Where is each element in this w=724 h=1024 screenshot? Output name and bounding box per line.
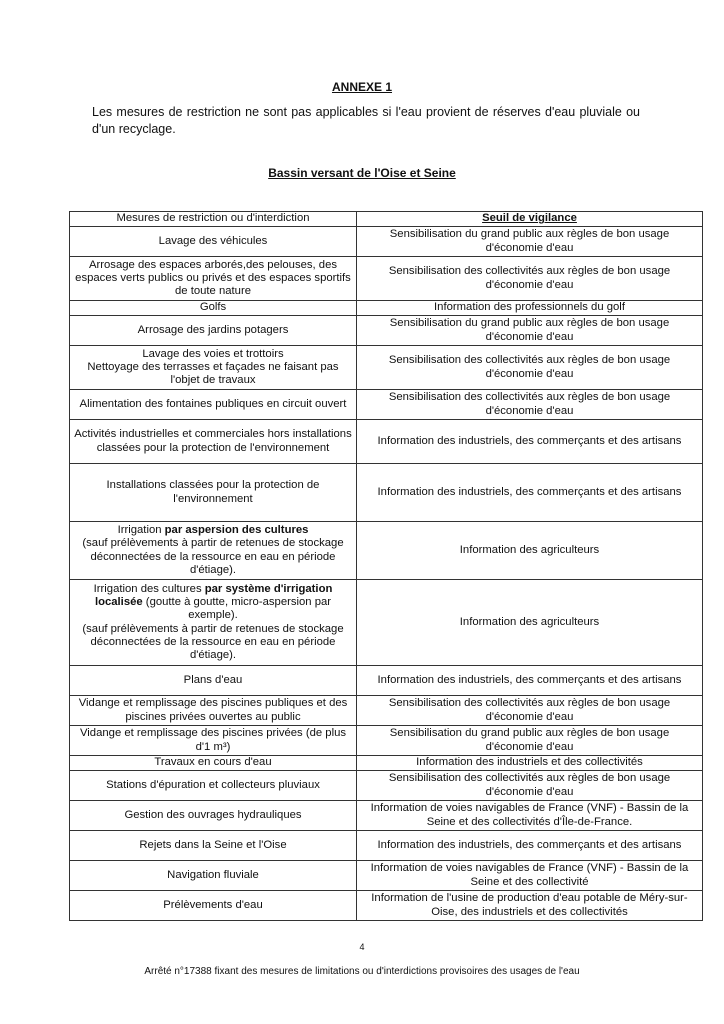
table-row: [70, 861, 703, 891]
measure-cell: Arrosage des espaces arborés,des pelouses, des espaces verts publics ou privés et des espaces sportifs de toute nature: [70, 257, 357, 301]
table-row: [70, 666, 703, 696]
vigilance-cell: Information des agriculteurs: [357, 522, 703, 580]
table-row: [70, 301, 703, 316]
table-row: [70, 464, 703, 522]
vigilance-cell: Sensibilisation du grand public aux règles de bon usage d'économie d'eau: [357, 316, 703, 346]
measure-text: (sauf prélèvements à partir de retenues de stockage déconnectées de la ressource en eau en période d'étiage).: [82, 537, 344, 576]
measure-highlight: par système d'irrigation localisée: [94, 582, 333, 609]
vigilance-cell: Sensibilisation du grand public aux règles de bon usage d'économie d'eau: [357, 726, 703, 756]
measure-cell: [70, 580, 357, 666]
table-row: [70, 257, 703, 301]
measure-cell: Arrosage des jardins potagers: [70, 316, 357, 346]
measure-cell: Lavage des véhicules: [70, 227, 357, 257]
measure-text: Irrigation: [117, 524, 165, 537]
table-row: [70, 831, 703, 861]
measure-cell: Installations classées pour la protection de l'environnement: [70, 464, 357, 522]
vigilance-cell: Sensibilisation des collectivités aux règles de bon usage d'économie d'eau: [357, 390, 703, 420]
table-row: [70, 346, 703, 390]
table-row: [70, 771, 703, 801]
vigilance-cell: Sensibilisation des collectivités aux règles de bon usage d'économie d'eau: [357, 257, 703, 301]
vigilance-cell: Information des industriels, des commerçants et des artisans: [357, 420, 703, 464]
vigilance-cell: Sensibilisation du grand public aux règles de bon usage d'économie d'eau: [357, 227, 703, 257]
basin-title: Bassin versant de l'Oise et Seine: [268, 166, 456, 180]
measure-cell: [70, 522, 357, 580]
vigilance-cell: Sensibilisation des collectivités aux règles de bon usage d'économie d'eau: [357, 771, 703, 801]
table-row: [70, 390, 703, 420]
vigilance-cell: Information de voies navigables de France (VNF) - Bassin de la Seine et des collectivités d'Île-de-France.: [357, 801, 703, 831]
restriction-table: [69, 211, 703, 921]
measure-cell: Activités industrielles et commerciales hors installations classées pour la protection de l'environnement: [70, 420, 357, 464]
vigilance-cell: Sensibilisation des collectivités aux règles de bon usage d'économie d'eau: [357, 696, 703, 726]
vigilance-cell: Information de l'usine de production d'eau potable de Méry-sur-Oise, des industriels et des collectivités: [357, 891, 703, 921]
table-row: [70, 891, 703, 921]
vigilance-cell: Information de voies navigables de France (VNF) - Bassin de la Seine et des collectivité: [357, 861, 703, 891]
annex-title: ANNEXE 1: [331, 80, 393, 94]
table-header-row: [70, 212, 703, 227]
measure-cell: Stations d'épuration et collecteurs pluviaux: [70, 771, 357, 801]
vigilance-cell: Information des industriels, des commerçants et des artisans: [357, 666, 703, 696]
header-measures: Mesures de restriction ou d'interdiction: [70, 212, 357, 227]
table-row: [70, 580, 703, 666]
page-number: 4: [359, 942, 365, 952]
measure-cell: Navigation fluviale: [70, 861, 357, 891]
table-row: [70, 756, 703, 771]
measure-text: (goutte à goutte, micro-aspersion par exemple). (sauf prélèvements à partir de retenues de stockage déconnectées de la ressource en eau en période d'étiage).: [82, 596, 344, 661]
table-row: [70, 726, 703, 756]
measure-cell: Golfs: [70, 301, 357, 316]
vigilance-cell: Information des professionnels du golf: [357, 301, 703, 316]
vigilance-cell: Sensibilisation des collectivités aux règles de bon usage d'économie d'eau: [357, 346, 703, 390]
measure-cell: Alimentation des fontaines publiques en circuit ouvert: [70, 390, 357, 420]
measure-cell: Vidange et remplissage des piscines publiques et des piscines privées ouvertes au public: [70, 696, 357, 726]
measure-cell: Travaux en cours d'eau: [70, 756, 357, 771]
table-row: [70, 522, 703, 580]
vigilance-cell: Information des industriels, des commerçants et des artisans: [357, 464, 703, 522]
measure-cell: Prélèvements d'eau: [70, 891, 357, 921]
measure-text: Irrigation des cultures: [93, 582, 205, 595]
table-row: [70, 696, 703, 726]
measure-cell: Vidange et remplissage des piscines privées (de plus d'1 m³): [70, 726, 357, 756]
measure-cell: Plans d'eau: [70, 666, 357, 696]
table-row: [70, 316, 703, 346]
footer-text: Arrêté n°17388 fixant des mesures de limitations ou d'interdictions provisoires des usages de l'eau: [144, 966, 580, 977]
header-vigilance: Seuil de vigilance: [357, 212, 703, 227]
measure-cell: Lavage des voies et trottoirs Nettoyage des terrasses et façades ne faisant pas l'objet de travaux: [70, 346, 357, 390]
vigilance-cell: Information des industriels, des commerçants et des artisans: [357, 831, 703, 861]
vigilance-cell: Information des industriels et des collectivités: [357, 756, 703, 771]
table-row: [70, 801, 703, 831]
measure-cell: Gestion des ouvrages hydrauliques: [70, 801, 357, 831]
measure-cell: Rejets dans la Seine et l'Oise: [70, 831, 357, 861]
intro-paragraph: Les mesures de restriction ne sont pas applicables si l'eau provient de réserves d'eau pluviale ou d'un recyclage.: [92, 105, 640, 136]
table-row: [70, 420, 703, 464]
vigilance-cell: Information des agriculteurs: [357, 580, 703, 666]
measure-highlight: par aspersion des cultures: [164, 524, 309, 537]
table-row: [70, 227, 703, 257]
